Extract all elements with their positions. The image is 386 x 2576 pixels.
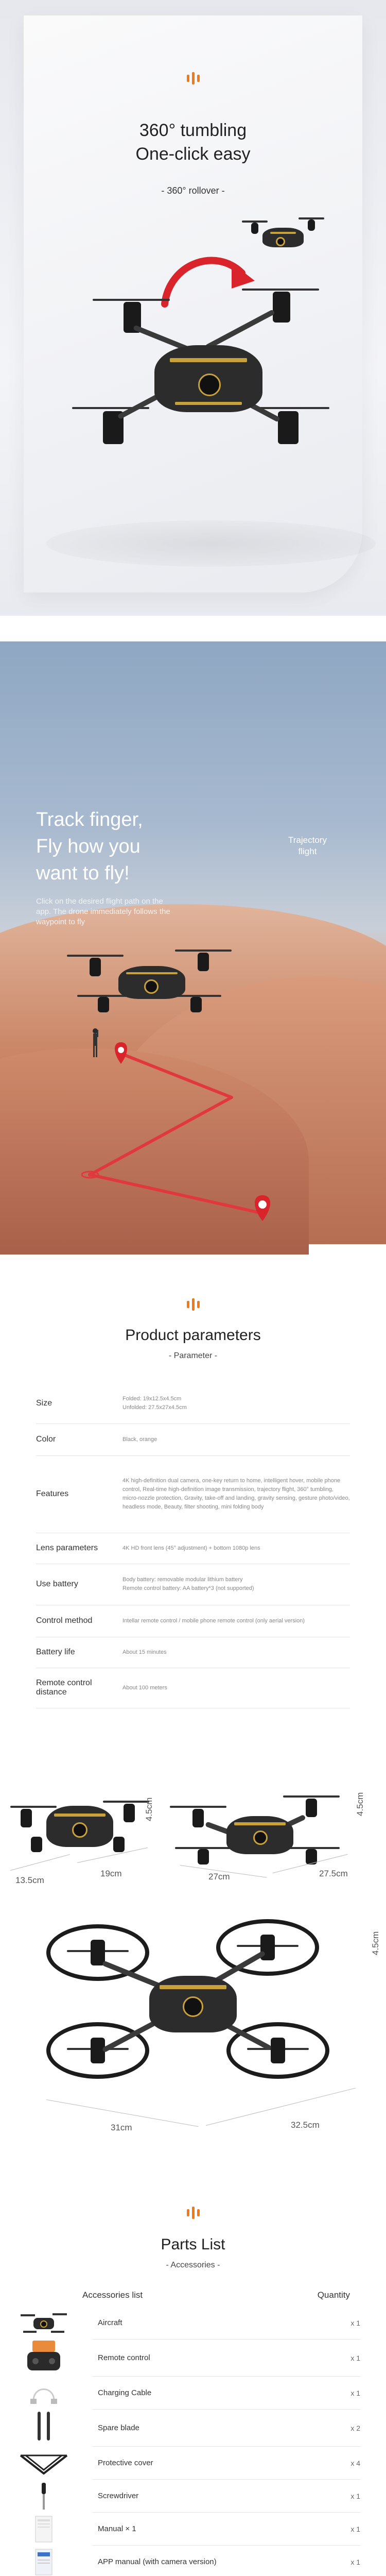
drone-folded-image [10, 1790, 149, 1857]
dim-folded-width: 19cm [100, 1869, 122, 1878]
brand-mark-icon [0, 1298, 386, 1311]
parts-header [82, 2290, 350, 2300]
screwdriver-thumb-icon [15, 2482, 72, 2511]
guard-thumb-icon [15, 2449, 72, 2478]
dim-guarded-depth: 32.5cm [291, 2120, 320, 2130]
list-item: Manual × 1 x 1 [93, 2513, 360, 2546]
dim-unfolded-height: 4.5cm [355, 1792, 365, 1816]
table-row: Battery life About 15 minutes [36, 1637, 350, 1668]
list-item: Charging Cable x 1 [93, 2377, 360, 2410]
list-item: APP manual (with camera version) x 1 [93, 2546, 360, 2576]
parts-list [15, 2307, 360, 2576]
flight-path [0, 616, 386, 1260]
manual-thumb-icon [15, 2515, 72, 2544]
aircraft-thumb-icon [15, 2309, 72, 2337]
parts-section [0, 2166, 386, 2576]
list-item: Spare blade x 2 [93, 2410, 360, 2447]
trajectory-label: Trajectory flight [288, 835, 327, 856]
parts-subtitle: - Accessories - [166, 2261, 220, 2269]
dim-guarded-height: 4.5cm [371, 1931, 380, 1955]
trajectory-description: Click on the desired flight path on the app. The drone immediately follows the waypoint to fly [36, 897, 170, 926]
list-item: Protective cover x 4 [93, 2447, 360, 2480]
params-section [0, 1260, 386, 1780]
dim-unfolded-width: 27cm [208, 1872, 230, 1882]
dimensions-section [0, 1780, 386, 2166]
table-row: Control method Intellar remote control / mobile phone remote control (only aerial version) [36, 1605, 350, 1637]
table-row: Lens parameters 4K HD front lens (45° adjustment) + bottom 1080p lens [36, 1533, 350, 1564]
list-item: Screwdriver x 1 [93, 2480, 360, 2513]
params-title: Product parameters [125, 1327, 261, 1344]
table-row: Use battery Body battery: removable modular lithium battery Remote control battery: AA battery*3 (not supported) [36, 1564, 350, 1605]
params-table [36, 1383, 350, 1708]
col-qty: Quantity [317, 2290, 350, 2300]
trajectory-section [0, 616, 386, 1260]
table-row: Remote control distance About 100 meters [36, 1668, 350, 1708]
brand-mark-icon [0, 72, 386, 84]
drone-guarded-image [46, 1919, 335, 2094]
dim-guarded-width: 31cm [111, 2123, 132, 2132]
list-item: Remote control x 1 [93, 2340, 360, 2377]
remote-thumb-icon [15, 2342, 72, 2370]
app-manual-thumb-icon [15, 2548, 72, 2576]
tumbling-section [0, 0, 386, 616]
trajectory-title: Track finger, Fly how you want to fly! [36, 809, 143, 884]
brand-mark-icon [0, 2207, 386, 2219]
list-item: Aircraft x 1 [93, 2307, 360, 2340]
parts-title: Parts List [161, 2236, 225, 2253]
dim-unfolded-depth: 27.5cm [319, 1869, 348, 1878]
drone-large-image [72, 289, 329, 459]
params-subtitle: - Parameter - [168, 1351, 218, 1360]
drone-small-image [242, 216, 324, 258]
tumbling-floor-shadow [46, 520, 376, 567]
cable-thumb-icon [15, 2379, 72, 2408]
dim-folded-depth: 13.5cm [15, 1875, 44, 1885]
tumbling-title: 360° tumbling One-click easy [135, 121, 251, 164]
table-row: Color Black, orange [36, 1423, 350, 1455]
drone-unfolded-image [170, 1790, 340, 1868]
blade-thumb-icon [15, 2412, 72, 2441]
waypoint-icon-3 [255, 1195, 270, 1221]
table-row: Size Folded: 19x12.5x4.5cm Unfolded: 27.5x27x4.5cm [36, 1383, 350, 1423]
tumbling-subtitle: - 360° rollover - [161, 185, 225, 196]
col-name: Accessories list [82, 2290, 143, 2300]
waypoint-icon-1 [115, 1042, 127, 1064]
dim-folded-height: 4.5cm [144, 1797, 154, 1821]
table-row: Features 4K high-definition dual camera, one-key return to home, intelligent hover, mobile phone control, Real-time high-definition image transmission, trajectory flight, 360° tumbling, micro-nozzle protection, Gravity, take-off and landing, gravity sensing, gesture photo/video, headless mode, Beauty, filter shooting, mini folding body [36, 1455, 350, 1533]
